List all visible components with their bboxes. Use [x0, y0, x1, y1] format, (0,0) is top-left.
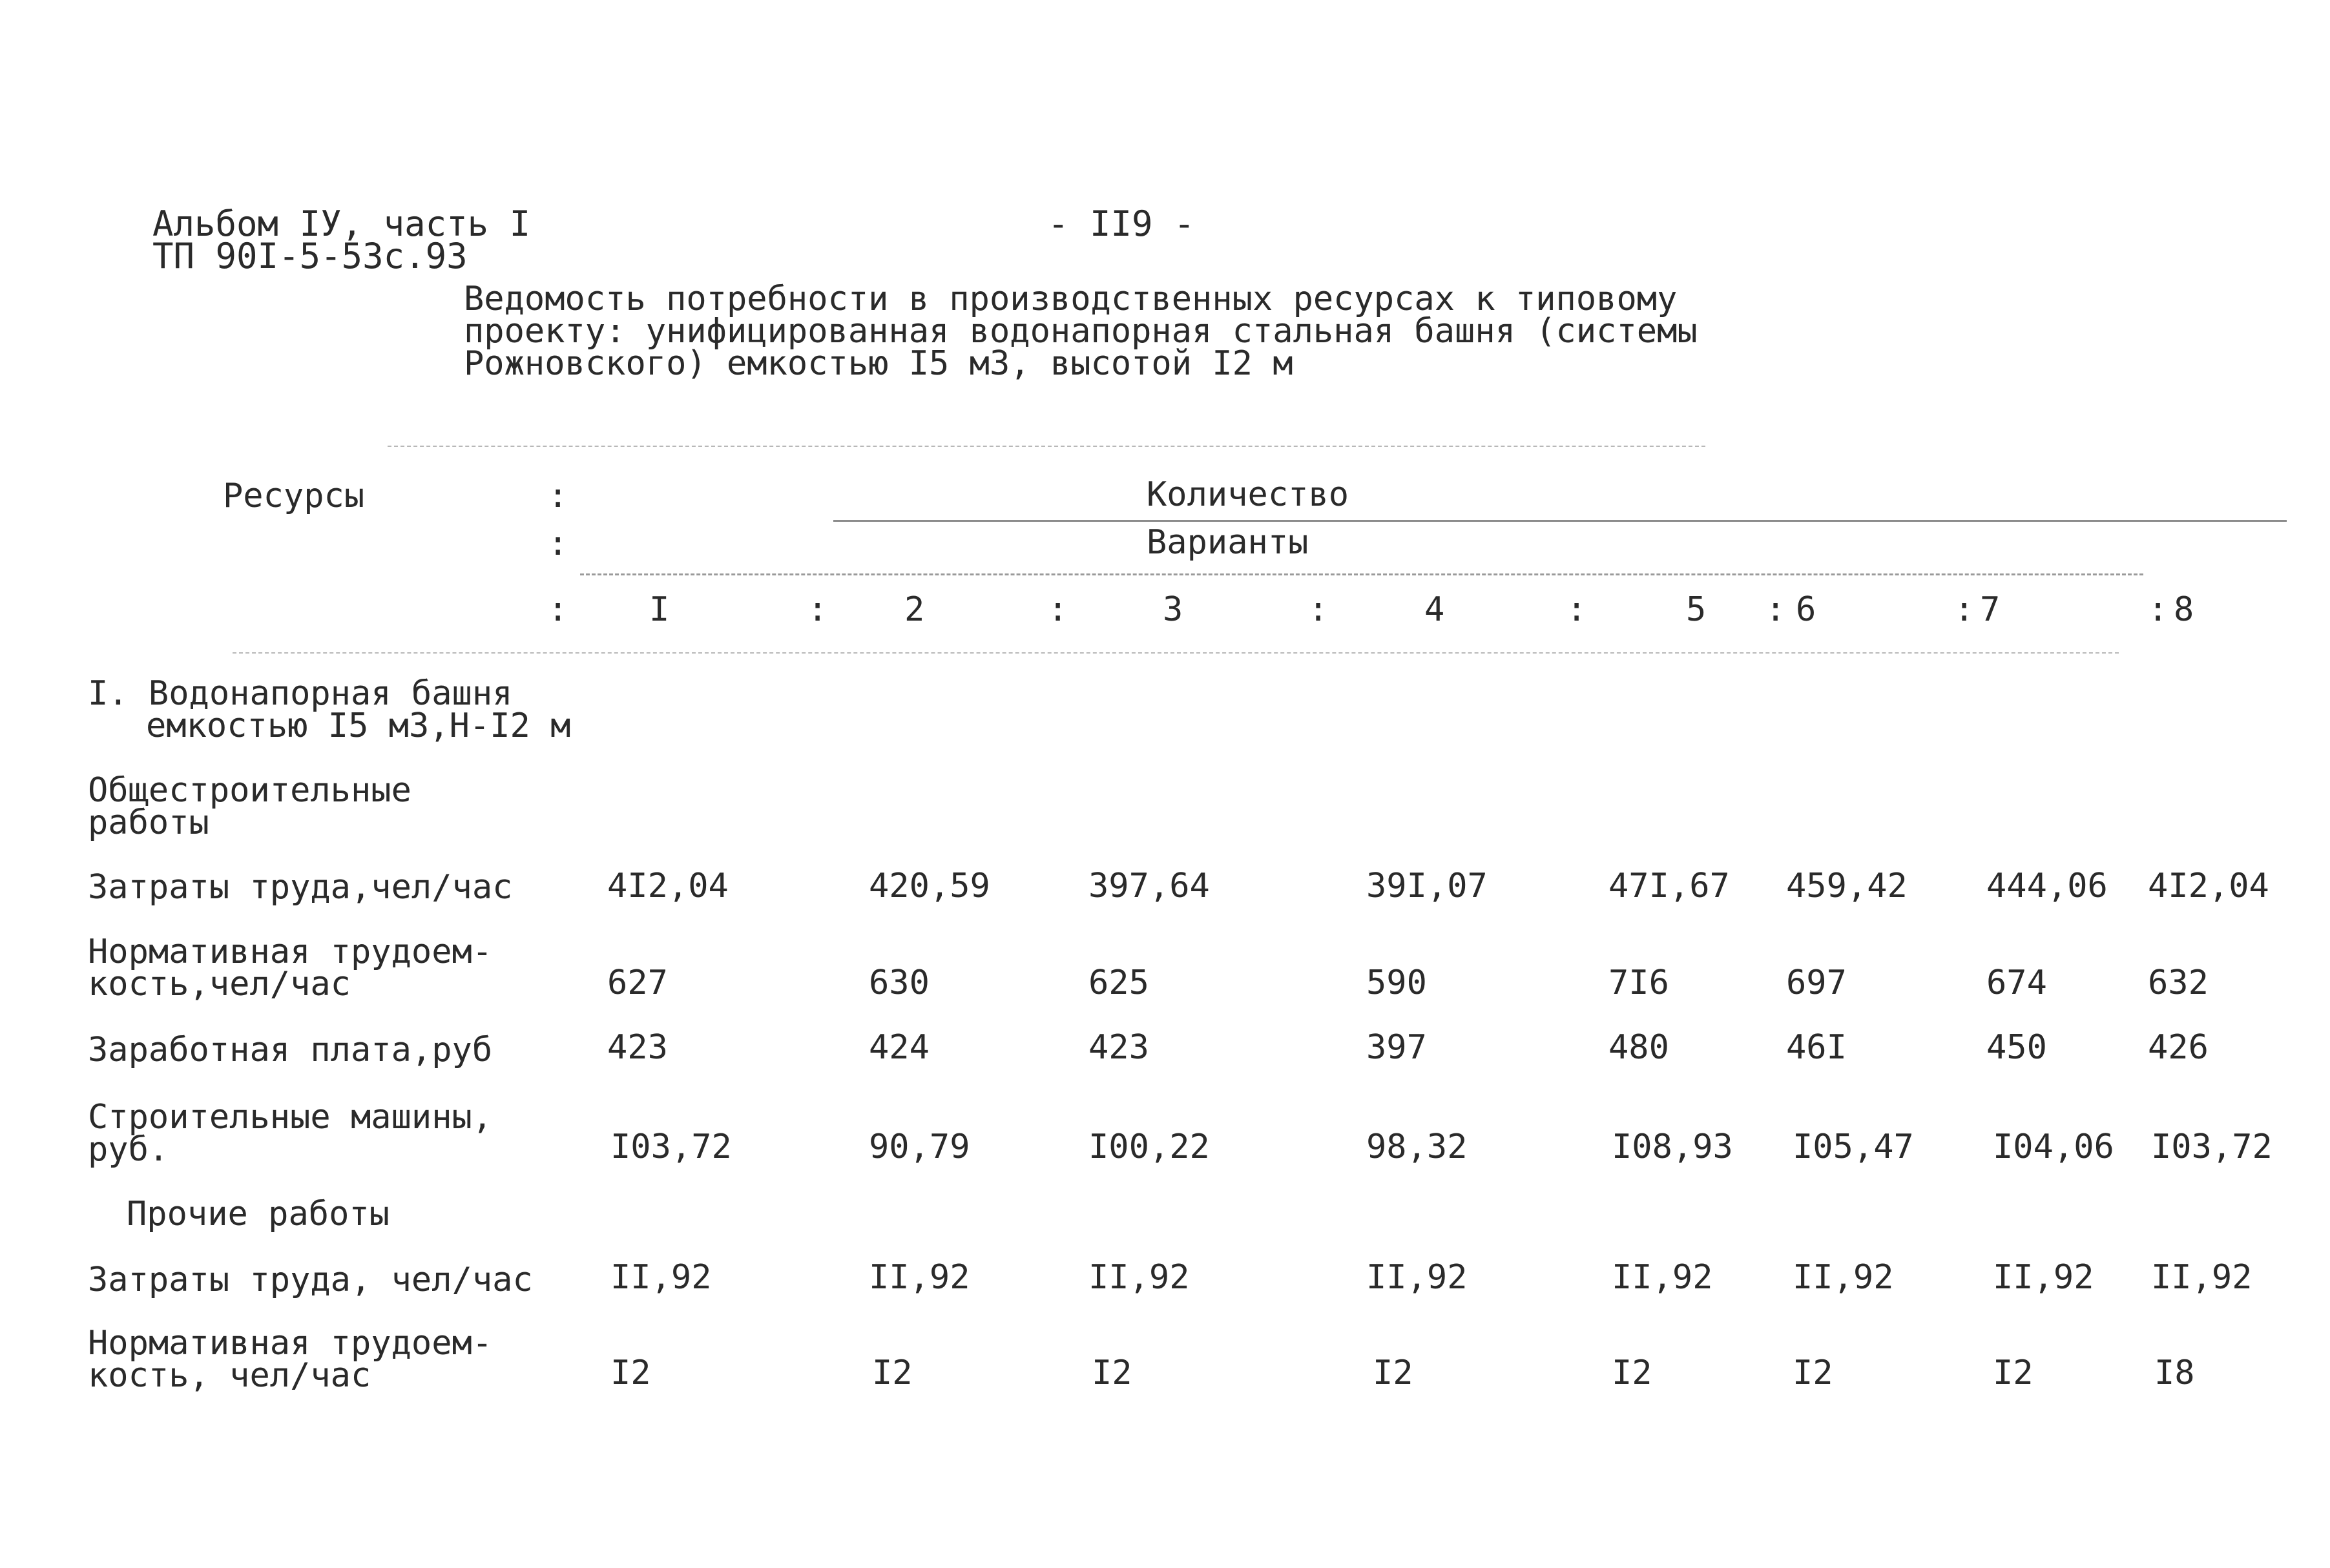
table-top-rule	[388, 446, 1705, 447]
head-separator: :	[1566, 590, 1587, 629]
project-code: ТП 90I-5-53с.93	[152, 236, 468, 276]
head-separator: :	[1048, 590, 1068, 629]
cell-value: 4I2,04	[2148, 867, 2269, 905]
cell-value: II,92	[1993, 1258, 2094, 1297]
row-label: Заработная плата,руб	[88, 1031, 493, 1069]
row-label-continued: кость, чел/час	[88, 1356, 371, 1395]
cell-value: I8	[2154, 1354, 2195, 1392]
cell-value: II,92	[1612, 1258, 1713, 1297]
cell-value: I03,72	[2151, 1128, 2273, 1166]
cell-value: I00,22	[1088, 1128, 1210, 1166]
cell-value: II,92	[610, 1258, 712, 1297]
cell-value: 424	[869, 1028, 930, 1067]
subsection-general-line-2: работы	[88, 803, 209, 842]
cell-value: 47I,67	[1608, 867, 1730, 905]
cell-value: 423	[607, 1028, 668, 1067]
cell-value: 39I,07	[1366, 867, 1488, 905]
cell-value: II,92	[1088, 1258, 1190, 1297]
subsection-general-line-1: Общестроительные	[88, 771, 411, 810]
cell-value: 627	[607, 964, 668, 1002]
head-separator: :	[1308, 590, 1329, 629]
cell-value: 590	[1366, 964, 1427, 1002]
cell-value: 459,42	[1786, 867, 1908, 905]
cell-value: 630	[869, 964, 930, 1002]
head-separator: :	[1765, 590, 1786, 629]
head-separator: :	[2148, 590, 2169, 629]
head-bottom-rule	[233, 652, 2119, 654]
cell-value: 420,59	[869, 867, 990, 905]
column-header-3: 3	[1163, 590, 1183, 629]
cell-value: 480	[1608, 1028, 1669, 1067]
resources-header: Ресурсы	[223, 477, 365, 515]
cell-value: I04,06	[1993, 1128, 2114, 1166]
cell-value: 625	[1088, 964, 1149, 1002]
cell-value: I2	[1793, 1354, 1833, 1392]
cell-value: 397,64	[1088, 867, 1210, 905]
cell-value: 444,06	[1986, 867, 2108, 905]
cell-value: 697	[1786, 964, 1847, 1002]
row-label: Строительные машины,	[88, 1098, 493, 1137]
title-line-3: Рожновского) емкостью I5 м3, высотой I2 м	[464, 344, 1293, 383]
column-header-6: 6	[1796, 590, 1816, 629]
cell-value: I2	[610, 1354, 651, 1392]
column-header-4: 4	[1424, 590, 1445, 629]
row-label: Нормативная трудоем-	[88, 933, 493, 971]
head-separator: :	[548, 477, 568, 515]
subsection-other: Прочие работы	[127, 1195, 390, 1233]
section-title-line-2: емкостью I5 м3,Н-I2 м	[146, 707, 571, 745]
row-label: Затраты труда, чел/час	[88, 1261, 533, 1299]
cell-value: I03,72	[610, 1128, 732, 1166]
cell-value: II,92	[1793, 1258, 1894, 1297]
cell-value: I2	[1373, 1354, 1413, 1392]
cell-value: I2	[1612, 1354, 1652, 1392]
cell-value: 98,32	[1366, 1128, 1468, 1166]
variants-header: Варианты	[1147, 523, 1309, 562]
cell-value: 426	[2148, 1028, 2209, 1067]
cell-value: 7I6	[1608, 964, 1669, 1002]
cell-value: I2	[1092, 1354, 1132, 1392]
row-label: Нормативная трудоем-	[88, 1324, 493, 1363]
head-separator: :	[548, 590, 568, 629]
quantity-header: Количество	[1147, 475, 1349, 514]
section-title-line-1: I. Водонапорная башня	[88, 674, 513, 713]
cell-value: II,92	[869, 1258, 970, 1297]
column-header-8: 8	[2174, 590, 2194, 629]
cell-value: I2	[872, 1354, 913, 1392]
cell-value: I08,93	[1612, 1128, 1733, 1166]
cell-value: 674	[1986, 964, 2047, 1002]
variants-rule	[580, 573, 2143, 575]
column-header-2: 2	[904, 590, 925, 629]
cell-value: 46I	[1786, 1028, 1847, 1067]
title-line-1: Ведомость потребности в производственных ресурсах к типовому	[464, 280, 1678, 318]
album-label: Альбом IУ, часть I	[152, 203, 531, 244]
cell-value: II,92	[1366, 1258, 1468, 1297]
cell-value: 90,79	[869, 1128, 970, 1166]
cell-value: II,92	[2151, 1258, 2252, 1297]
column-header-5: 5	[1686, 590, 1707, 629]
column-header-7: 7	[1980, 590, 2001, 629]
cell-value: 4I2,04	[607, 867, 729, 905]
cell-value: 450	[1986, 1028, 2047, 1067]
quantity-rule	[833, 520, 2287, 522]
cell-value: I2	[1993, 1354, 2034, 1392]
head-separator: :	[1954, 590, 1975, 629]
head-separator: :	[548, 524, 568, 563]
row-label-continued: руб.	[88, 1130, 169, 1169]
page-number: - II9 -	[1048, 203, 1195, 244]
cell-value: 397	[1366, 1028, 1427, 1067]
cell-value: 423	[1088, 1028, 1149, 1067]
cell-value: I05,47	[1793, 1128, 1914, 1166]
title-line-2: проекту: унифицированная водонапорная стальная башня (системы	[464, 312, 1698, 351]
head-separator: :	[807, 590, 828, 629]
row-label: Затраты труда,чел/час	[88, 868, 513, 907]
column-header-1: I	[649, 590, 670, 629]
cell-value: 632	[2148, 964, 2209, 1002]
row-label-continued: кость,чел/час	[88, 965, 351, 1004]
